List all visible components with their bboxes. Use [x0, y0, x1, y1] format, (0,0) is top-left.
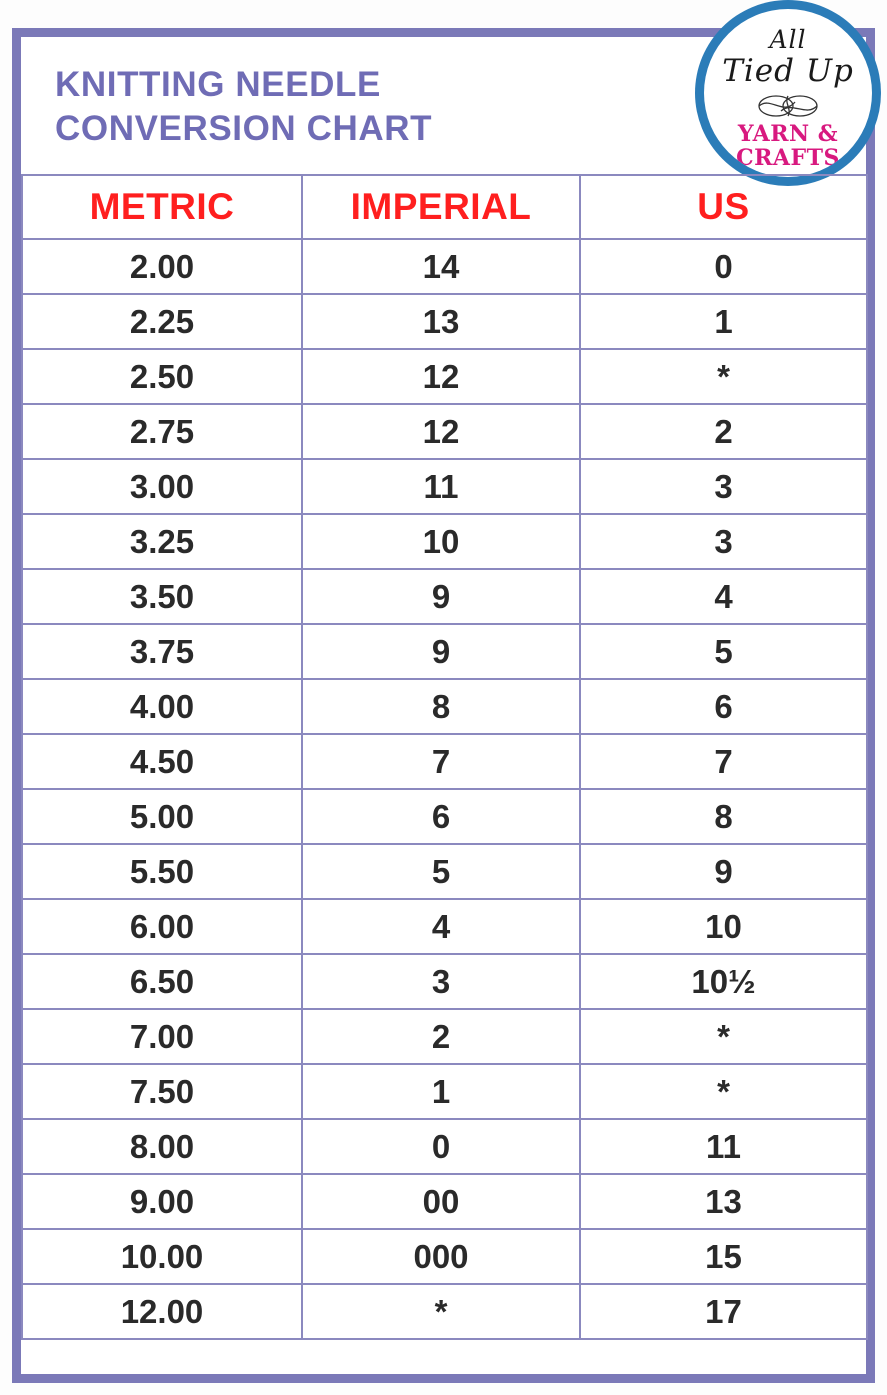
table-row [22, 514, 867, 569]
cell-imperial: 000 [302, 1229, 580, 1284]
cell-imperial: 9 [302, 569, 580, 624]
cell-us: 10 [580, 899, 867, 954]
cell-us: 2 [580, 404, 867, 459]
cell-imperial: 6 [302, 789, 580, 844]
cell-us: 9 [580, 844, 867, 899]
table-row [22, 1119, 867, 1174]
cell-imperial: 12 [302, 349, 580, 404]
cell-imperial: 0 [302, 1119, 580, 1174]
cell-imperial: 2 [302, 1009, 580, 1064]
cell-metric: 2.00 [22, 239, 302, 294]
column-header-us: US [580, 175, 867, 239]
page-title-line-1: KNITTING NEEDLE [55, 65, 381, 104]
cell-us: * [580, 1009, 867, 1064]
cell-us: 6 [580, 679, 867, 734]
cell-us: 3 [580, 459, 867, 514]
cell-metric: 8.00 [22, 1119, 302, 1174]
logo-line-crafts: CRAFTS [736, 145, 840, 171]
logo-line-all: All [769, 25, 807, 54]
table-row [22, 459, 867, 514]
cell-imperial: 12 [302, 404, 580, 459]
cell-imperial: 11 [302, 459, 580, 514]
table-row [22, 844, 867, 899]
cell-us: * [580, 349, 867, 404]
table-row [22, 569, 867, 624]
cell-metric: 4.00 [22, 679, 302, 734]
cell-imperial: * [302, 1284, 580, 1339]
conversion-table [21, 174, 868, 1340]
cell-us: 3 [580, 514, 867, 569]
cell-metric: 2.75 [22, 404, 302, 459]
cell-metric: 7.00 [22, 1009, 302, 1064]
table-body [22, 239, 867, 1339]
cell-metric: 2.50 [22, 349, 302, 404]
column-header-metric: METRIC [22, 175, 302, 239]
cell-us: 17 [580, 1284, 867, 1339]
table-row [22, 1229, 867, 1284]
cell-metric: 5.00 [22, 789, 302, 844]
cell-us: 11 [580, 1119, 867, 1174]
cell-us: 13 [580, 1174, 867, 1229]
cell-metric: 3.00 [22, 459, 302, 514]
cell-imperial: 14 [302, 239, 580, 294]
logo-line-tied-up: Tied Up [722, 53, 854, 89]
table-row [22, 1174, 867, 1229]
table-row [22, 1064, 867, 1119]
cell-us: 15 [580, 1229, 867, 1284]
cell-imperial: 1 [302, 1064, 580, 1119]
cell-us: 1 [580, 294, 867, 349]
cell-imperial: 13 [302, 294, 580, 349]
logo-inner-circle [704, 9, 872, 177]
table-row [22, 734, 867, 789]
cell-us: 0 [580, 239, 867, 294]
cell-imperial: 3 [302, 954, 580, 1009]
cell-imperial: 5 [302, 844, 580, 899]
cell-metric: 10.00 [22, 1229, 302, 1284]
cell-imperial: 4 [302, 899, 580, 954]
table-row [22, 404, 867, 459]
page-title-line-2: CONVERSION CHART [55, 109, 433, 148]
cell-imperial: 7 [302, 734, 580, 789]
column-header-imperial: IMPERIAL [302, 175, 580, 239]
cell-metric: 12.00 [22, 1284, 302, 1339]
table-row [22, 899, 867, 954]
cell-imperial: 00 [302, 1174, 580, 1229]
table-row [22, 349, 867, 404]
table-header-row [22, 175, 867, 239]
cell-metric: 3.25 [22, 514, 302, 569]
cell-imperial: 9 [302, 624, 580, 679]
cell-us: 8 [580, 789, 867, 844]
table-row [22, 679, 867, 734]
yarn-swirl-icon [750, 89, 826, 123]
cell-metric: 6.00 [22, 899, 302, 954]
cell-us: 4 [580, 569, 867, 624]
cell-metric: 9.00 [22, 1174, 302, 1229]
table-row [22, 294, 867, 349]
cell-metric: 5.50 [22, 844, 302, 899]
cell-metric: 4.50 [22, 734, 302, 789]
table-row [22, 239, 867, 294]
table-row [22, 624, 867, 679]
table-row [22, 789, 867, 844]
cell-us: * [580, 1064, 867, 1119]
cell-imperial: 10 [302, 514, 580, 569]
cell-metric: 6.50 [22, 954, 302, 1009]
cell-metric: 3.75 [22, 624, 302, 679]
brand-logo [695, 0, 881, 186]
cell-us: 7 [580, 734, 867, 789]
cell-imperial: 8 [302, 679, 580, 734]
cell-us: 10½ [580, 954, 867, 1009]
table-row [22, 1284, 867, 1339]
cell-us: 5 [580, 624, 867, 679]
table-row [22, 954, 867, 1009]
cell-metric: 7.50 [22, 1064, 302, 1119]
table-row [22, 1009, 867, 1064]
cell-metric: 3.50 [22, 569, 302, 624]
logo-line-yarn: YARN & [737, 121, 839, 147]
cell-metric: 2.25 [22, 294, 302, 349]
